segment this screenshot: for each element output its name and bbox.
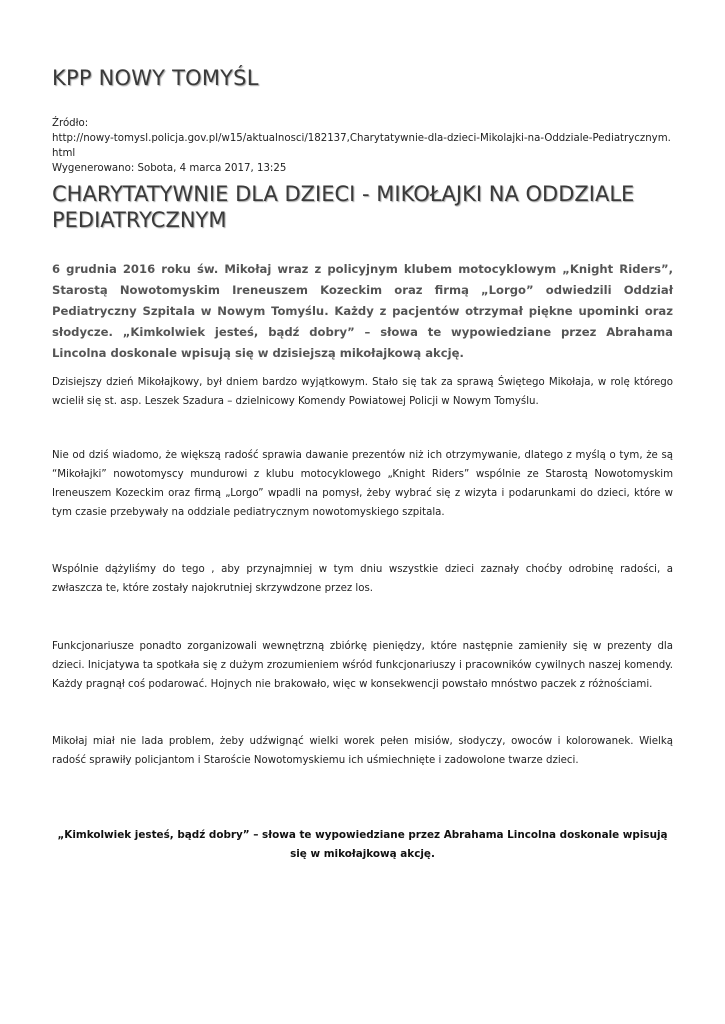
article-paragraph: Funkcjonariusze ponadto zorganizowali wewnętrzną zbiórkę pieniędzy, które następnie zamieniły się w prezenty dla dzieci. Inicjatywa ta spotkała się z dużym zrozumieniem wśród funkcjonariuszy i pracowników cywilnych naszej komendy. Każdy pragnął coś podarować. Hojnych nie brakowało, więc w konsekwencji powstało mnóstwo paczek z różnościami. bbox=[52, 641, 673, 690]
article-paragraph: Mikołaj miał nie lada problem, żeby udźwignąć wielki worek pełen misiów, słodyczy, owoców i kolorowanek. Wielką radość sprawiły policjantom i Staroście Nowotomyskiemu ich uśmiechnięte i zadowolone twarze dzieci. bbox=[52, 736, 673, 766]
article-lead: 6 grudnia 2016 roku św. Mikołaj wraz z policyjnym klubem motocyklowym „Knight Riders”, Starostą Nowotomyskim Ireneuszem Kozeckim oraz firmą „Lorgo” odwiedzili Oddział Pediatryczny Szpitala w Nowym Tomyślu. Każdy z pacjentów otrzymał piękne upominki oraz słodycze. „Kimkolwiek jesteś, bądź dobry” – słowa te wypowiedziane przez Abrahama Lincolna doskonale wpisują się w dzisiejszą mikołajkową akcję. bbox=[52, 262, 673, 360]
generated-timestamp: Wygenerowano: Sobota, 4 marca 2017, 13:25 bbox=[52, 163, 287, 174]
article-paragraph: Dzisiejszy dzień Mikołajkowy, był dniem bardzo wyjątkowym. Stało się tak za sprawą Świętego Mikołaja, w rolę którego wcielił się st. asp. Leszek Szadura – dzielnicowy Komendy Powiatowej Policji w Nowym Tomyślu. bbox=[52, 377, 673, 407]
closing-quote: „Kimkolwiek jesteś, bądź dobry” – słowa te wypowiedziane przez Abrahama Lincolna doskonale wpisują się w mikołajkową akcję. bbox=[57, 829, 668, 860]
article-paragraph: Wspólnie dążyliśmy do tego , aby przynajmniej w tym dniu wszystkie dzieci zaznały choćby odrobinę radości, a zwłaszcza te, które zostały najokrutniej skrzywdzone przez los. bbox=[52, 564, 673, 594]
source-url-link[interactable]: http://nowy-tomysl.policja.gov.pl/w15/aktualnosci/182137,Charytatywnie-dla-dzieci-Mikolajki-na-Oddziale-Pediatrycznym.html bbox=[52, 133, 671, 159]
source-meta bbox=[52, 116, 674, 176]
article-paragraph: Nie od dziś wiadomo, że większą radość sprawia dawanie prezentów niż ich otrzymywanie, dlatego z myślą o tym, że są “Mikołajki” nowotomyscy mundurowi z klubu motocyklowego „Knight Riders” wspólnie ze Starostą Nowotomyskim Ireneuszem Kozeckim oraz firmą „Lorgo” wpadli na pomysł, żeby wybrać się z wizyta i podarunkami do dzieci, które w tym czasie przebywały na oddziale pediatrycznym nowotomyskiego szpitala. bbox=[52, 450, 673, 518]
site-title: KPP NOWY TOMYŚL bbox=[52, 66, 259, 90]
article-title: CHARYTATYWNIE DLA DZIECI - MIKOŁAJKI NA ODDZIALE PEDIATRYCZNYM bbox=[52, 182, 635, 232]
source-label: Źródło: bbox=[52, 118, 89, 129]
